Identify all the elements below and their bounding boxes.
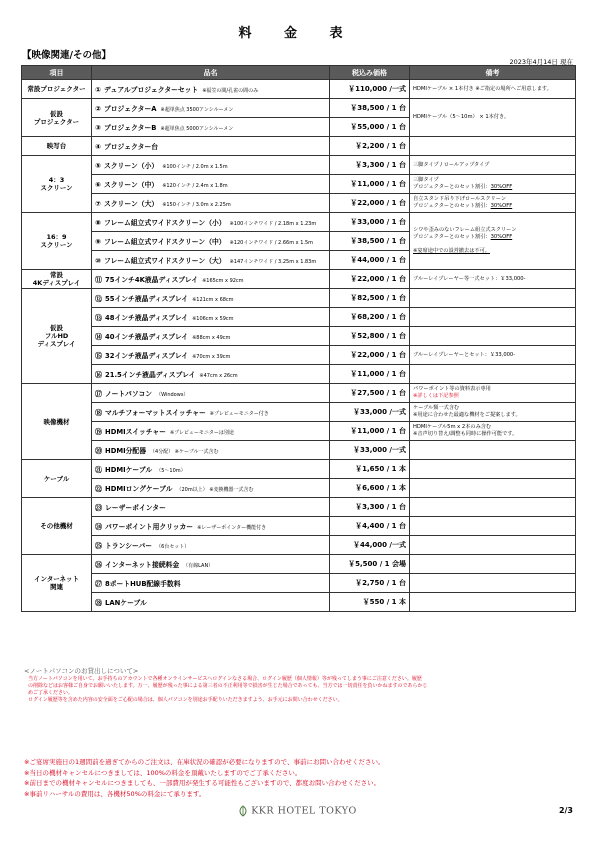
footer-notes <box>24 757 564 799</box>
item-price: ￥4,400 / 1 台 <box>330 517 410 536</box>
item-name: 8ポートHUB配線手数料 <box>105 580 181 588</box>
header-note: 備考 <box>410 66 576 80</box>
item-number: ㉘ <box>95 599 102 607</box>
table-row <box>22 460 576 479</box>
note-line: 自立スタンド吊り下げロールスクリーン <box>413 196 507 202</box>
table-row <box>22 194 576 213</box>
item-name: レーザーポインター <box>105 504 166 512</box>
note-line: ケーブル類一式含む <box>413 405 460 411</box>
item-price: ￥1,650 / 1 本 <box>330 460 410 479</box>
item-name: インターネット接続料金 <box>105 561 180 569</box>
table-row <box>22 99 576 118</box>
item-spec: （6台セット） <box>156 544 190 550</box>
note-line: 三脚タイプ / ロールアップタイプ <box>413 161 490 168</box>
header-name: 品名 <box>92 66 330 80</box>
item-spec: ※福笠の間/孔雀の間のみ <box>202 88 259 94</box>
item-spec: ※100インチ / 2.0m x 1.5m <box>162 164 228 170</box>
table-header-row <box>22 66 576 80</box>
notebook-note-line: めご了承ください。 <box>28 689 74 696</box>
note-line: 三脚タイプ <box>413 177 439 183</box>
note-line: プロジェクターとのセット割引：30%OFF <box>413 234 513 240</box>
item-name: HDMI分配器 <box>105 447 147 455</box>
item-number: ㉑ <box>95 466 102 474</box>
item-price: ￥33,000 / 1 台 <box>330 213 410 232</box>
notebook-note-line: ログイン履歴等を含めた内容の安全面をご心配の場合は、個人パソコンを別途お手配りいただきますよう、お手元にお問い合わせください。 <box>28 696 343 703</box>
note-line: HDMIケーブル5m x 2本のみ含む <box>413 424 492 430</box>
note-line <box>413 371 572 378</box>
note-line <box>413 580 572 587</box>
table-body <box>22 80 576 612</box>
notebook-notes <box>24 668 576 704</box>
note-line <box>413 542 572 549</box>
item-name: 40インチ液晶ディスプレイ <box>105 333 189 341</box>
item-number: ③ <box>95 124 101 132</box>
item-name-cell <box>92 175 330 194</box>
item-name: スクリーン（中） <box>103 181 159 189</box>
item-price: ￥82,500 / 1 台 <box>330 289 410 308</box>
notebook-note-line: の削除などはお客様ご自身でお願いいたします。万一、履歴が残った事による第三者の不正利用等で損害が生じた場合であっても、当方では一切責任を負いかねますのであらかじ <box>28 682 428 689</box>
item-note <box>410 460 576 479</box>
item-name-cell <box>92 118 330 137</box>
note-line <box>413 599 572 606</box>
item-price: ￥550 / 1 本 <box>330 593 410 612</box>
item-name-cell <box>92 308 330 327</box>
item-number: ㉕ <box>95 542 102 550</box>
item-name: マルチフォーマットスイッチャー <box>105 409 206 417</box>
item-price: ￥2,200 / 1 台 <box>330 137 410 156</box>
note-line: ブルーレイプレーヤー等一式セット：￥33,000- <box>413 275 526 282</box>
item-spec: ※70cm x 39cm <box>192 354 231 360</box>
price-table <box>21 65 576 612</box>
note-line <box>413 314 572 321</box>
item-name: フレーム組立式ワイドスクリーン（中） <box>103 238 226 246</box>
item-name-cell <box>92 574 330 593</box>
item-number: ⑱ <box>95 409 102 417</box>
item-spec: （5～10m） <box>156 468 186 474</box>
table-row <box>22 137 576 156</box>
table-row <box>22 346 576 365</box>
item-number: ㉖ <box>95 561 102 569</box>
item-name: HDMIケーブル <box>105 466 153 474</box>
item-name: プロジェクターB <box>103 124 157 132</box>
category-cell: 16：9 スクリーン <box>22 213 92 270</box>
item-name-cell <box>92 479 330 498</box>
item-name: スクリーン（大） <box>103 200 159 208</box>
item-name-cell <box>92 441 330 460</box>
item-spec: ※120インチワイド / 2.66m x 1.5m <box>229 240 314 246</box>
item-spec: ※106cm x 59cm <box>192 316 234 322</box>
note-line <box>413 561 572 568</box>
logo-text: KKR HOTEL TOKYO <box>251 805 357 817</box>
item-spec: ※100インチワイド / 2.18m x 1.23m <box>229 221 317 227</box>
item-spec: （20m以上） ※変換機器一式含む <box>176 487 254 493</box>
page-number: 2/3 <box>558 806 573 815</box>
item-name-cell <box>92 384 330 403</box>
item-name: プロジェクターA <box>103 105 157 113</box>
item-name: 48インチ液晶ディスプレイ <box>105 314 189 322</box>
item-note <box>410 156 576 175</box>
item-spec: ※プレビューモニターは別途 <box>169 430 234 436</box>
note-line <box>413 523 572 530</box>
item-name: HDMIスイッチャー <box>105 428 166 436</box>
note-line: プロジェクターとのセット割引：30%OFF <box>413 184 513 190</box>
footer-note: ※ご宴席実施日の1週間前を過ぎてからのご注文は、在庫状況の確認が必要になりますので、事前にお問い合わせください。 <box>24 758 385 766</box>
category-cell: ケーブル <box>22 460 92 498</box>
table-row <box>22 156 576 175</box>
item-name-cell <box>92 232 330 251</box>
item-price: ￥52,800 / 1 台 <box>330 327 410 346</box>
item-number: ⑯ <box>95 371 102 379</box>
item-number: ㉗ <box>95 580 102 588</box>
header-category: 項目 <box>22 66 92 80</box>
item-note <box>410 517 576 536</box>
note-line <box>413 447 572 454</box>
item-number: ⑰ <box>95 390 102 398</box>
item-number: ⑬ <box>95 314 102 322</box>
item-number: ① <box>95 86 101 94</box>
item-spec: ※47cm x 26cm <box>199 373 238 379</box>
item-name-cell <box>92 536 330 555</box>
item-spec: ※147インチワイド / 3.25m x 1.83m <box>229 259 317 265</box>
item-note <box>410 441 576 460</box>
item-name: プロジェクター台 <box>103 143 159 151</box>
table-row <box>22 175 576 194</box>
category-cell: 映写台 <box>22 137 92 156</box>
item-number: ⑥ <box>95 181 101 189</box>
item-spec: ※レーザーポインター機能付き <box>197 525 267 531</box>
item-price: ￥2,750 / 1 台 <box>330 574 410 593</box>
notebook-note-line: 当方ノートパソコンを用いて、お手持ちのアカウントで各種オンラインサービスへログインなさる場合、ログイン履歴（個人情報）等が残ってしまう事にご注意ください。履歴 <box>28 675 422 682</box>
item-spec: ※プレビューモニター付き <box>209 411 269 417</box>
item-name: パワーポイント用クリッカー <box>105 523 194 531</box>
item-price: ￥27,500 / 1 台 <box>330 384 410 403</box>
item-name-cell <box>92 365 330 384</box>
category-cell: 常設プロジェクター <box>22 80 92 99</box>
item-price: ￥55,000 / 1 台 <box>330 118 410 137</box>
table-row <box>22 498 576 517</box>
item-name: フレーム組立式ワイドスクリーン（大） <box>103 257 226 265</box>
item-price: ￥5,500 / 1 会場 <box>330 555 410 574</box>
table-row <box>22 574 576 593</box>
item-price: ￥38,500 / 1 台 <box>330 232 410 251</box>
item-name: LANケーブル <box>105 599 147 607</box>
item-note <box>410 574 576 593</box>
notebook-notes-body <box>24 676 576 704</box>
note-line: ※用途に合わせた最適な機材をご提案します。 <box>413 412 521 418</box>
item-note <box>410 498 576 517</box>
item-note <box>410 289 576 308</box>
item-note <box>410 327 576 346</box>
table-row <box>22 384 576 403</box>
table-row <box>22 365 576 384</box>
item-price: ￥110,000 /一式 <box>330 80 410 99</box>
item-name-cell <box>92 99 330 118</box>
item-note <box>410 593 576 612</box>
page-title: 料 金 表 <box>238 26 357 41</box>
category-cell: 4：3 スクリーン <box>22 156 92 213</box>
item-note <box>410 384 576 403</box>
category-cell: その他機材 <box>22 498 92 555</box>
header-price: 税込み価格 <box>330 66 410 80</box>
item-note <box>410 536 576 555</box>
item-price: ￥11,000 / 1 台 <box>330 365 410 384</box>
table-row <box>22 479 576 498</box>
item-price: ￥22,000 / 1 台 <box>330 346 410 365</box>
item-note <box>410 365 576 384</box>
leaf-logo-icon <box>238 805 248 817</box>
item-name: 32インチ液晶ディスプレイ <box>105 352 189 360</box>
table-row <box>22 213 576 232</box>
note-line: プロジェクターとのセット割引：30%OFF <box>413 203 513 209</box>
category-cell: 映像機材 <box>22 384 92 460</box>
table-row <box>22 441 576 460</box>
item-name-cell <box>92 327 330 346</box>
item-number: ⑪ <box>95 276 102 284</box>
footer-note: ※当日の機材キャンセルにつきましては、100%の料金を頂戴いたしますのでご了承ください。 <box>24 768 302 777</box>
category-cell: 仮設 プロジェクター <box>22 99 92 137</box>
item-number: ⑩ <box>95 257 101 265</box>
item-name-cell <box>92 80 330 99</box>
item-name: 75インチ4K液晶ディスプレイ <box>105 276 199 284</box>
item-note <box>410 137 576 156</box>
item-note <box>410 308 576 327</box>
item-note <box>410 99 576 137</box>
item-price: ￥33,000 /一式 <box>330 403 410 422</box>
item-name-cell <box>92 289 330 308</box>
item-number: ㉓ <box>95 504 102 512</box>
category-cell: 仮設 フルHD ディスプレイ <box>22 289 92 384</box>
item-number: ⑧ <box>95 219 101 227</box>
item-number: ④ <box>95 143 101 151</box>
item-note <box>410 422 576 441</box>
table-row <box>22 308 576 327</box>
item-spec: （Windows） <box>156 392 189 398</box>
item-price: ￥22,000 / 1 台 <box>330 194 410 213</box>
note-line <box>413 143 572 150</box>
category-cell: 常設 4Kディスプレイ <box>22 270 92 289</box>
item-spec: ※150インチ / 3.0m x 2.25m <box>162 202 231 208</box>
item-number: ⑤ <box>95 162 101 170</box>
item-number: ⑦ <box>95 200 101 208</box>
table-row <box>22 593 576 612</box>
note-line: HDMIケーブル × 1本付き ※ご指定の場所へご用意します。 <box>413 85 552 92</box>
item-note <box>410 479 576 498</box>
note-line <box>413 504 572 511</box>
item-name: 55インチ液晶ディスプレイ <box>105 295 189 303</box>
item-name-cell <box>92 460 330 479</box>
note-line: パワーポイント等の資料表示専用 <box>413 386 491 392</box>
table-row <box>22 403 576 422</box>
date-stamp: 2023年4月14日 現在 <box>509 58 573 66</box>
item-number: ⑮ <box>95 352 102 360</box>
item-price: ￥11,000 / 1 台 <box>330 422 410 441</box>
section-heading: 【映像関連/その他】 <box>22 50 111 61</box>
table-row <box>22 536 576 555</box>
item-name-cell <box>92 156 330 175</box>
item-name-cell <box>92 251 330 270</box>
table-row <box>22 80 576 99</box>
item-name-cell <box>92 403 330 422</box>
item-number: ⑭ <box>95 333 102 341</box>
item-number: ⑳ <box>95 447 102 455</box>
item-note <box>410 213 576 270</box>
item-spec: ※88cm x 49cm <box>192 335 231 341</box>
note-line <box>413 485 572 492</box>
item-name: HDMIロングケーブル <box>105 485 173 493</box>
item-number: ⑲ <box>95 428 102 436</box>
item-name-cell <box>92 213 330 232</box>
item-spec: ※165cm x 92cm <box>202 278 244 284</box>
hotel-logo <box>0 805 595 817</box>
table-row <box>22 270 576 289</box>
item-name-cell <box>92 555 330 574</box>
note-line <box>413 466 572 473</box>
item-price: ￥6,600 / 1 本 <box>330 479 410 498</box>
item-spec: ※超単焦点 5000アンシルーメン <box>160 126 234 132</box>
item-price: ￥3,300 / 1 台 <box>330 156 410 175</box>
item-name-cell <box>92 346 330 365</box>
item-number: ㉒ <box>95 485 102 493</box>
item-name: デュアルプロジェクターセット <box>103 86 199 94</box>
table-row <box>22 555 576 574</box>
item-price: ￥22,000 / 1 台 <box>330 270 410 289</box>
item-note <box>410 403 576 422</box>
item-name-cell <box>92 517 330 536</box>
item-name-cell <box>92 137 330 156</box>
table-row <box>22 327 576 346</box>
item-spec: ※超単焦点 3500アンシルーメン <box>160 107 234 113</box>
item-spec: （4分配） ※ケーブル一式含む <box>150 449 219 455</box>
item-note <box>410 80 576 99</box>
note-line: ※宴席途中での設営撤去は不可。 <box>413 248 490 254</box>
item-number: ⑫ <box>95 295 102 303</box>
table-row <box>22 289 576 308</box>
item-note <box>410 270 576 289</box>
item-name: 21.5インチ液晶ディスプレイ <box>105 371 196 379</box>
item-name-cell <box>92 498 330 517</box>
item-name-cell <box>92 593 330 612</box>
note-line: HDMIケーブル（5～10m） × 1本付き。 <box>413 114 510 120</box>
item-name-cell <box>92 270 330 289</box>
item-note <box>410 346 576 365</box>
item-spec: （有線LAN） <box>183 563 214 569</box>
notebook-notes-title: <ノートパソコンのお貸出しについて> <box>24 667 139 675</box>
footer-note: ※前日までの機材キャンセルにつきましても、一部費用が発生する可能性もございますので、都度お問い合わせください。 <box>24 779 381 787</box>
note-line: ブルーレイプレーヤーとセット：￥33,000- <box>413 351 516 358</box>
item-price: ￥33,000 /一式 <box>330 441 410 460</box>
item-price: ￥3,300 / 1 台 <box>330 498 410 517</box>
note-line <box>413 241 572 248</box>
table-row <box>22 517 576 536</box>
footer-note: ※事前リハーサルの費用は、各機材50%の料金にて承ります。 <box>24 789 206 798</box>
note-line: ※音声切り替え/調整も同時に操作可能です。 <box>413 431 518 437</box>
item-price: ￥38,500 / 1 台 <box>330 99 410 118</box>
item-number: ㉔ <box>95 523 102 531</box>
item-name: トランシーバー <box>105 542 153 550</box>
item-note <box>410 175 576 194</box>
item-name: フレーム組立式ワイドスクリーン（小） <box>103 219 226 227</box>
item-name-cell <box>92 194 330 213</box>
item-name: ノートパソコン <box>105 390 153 398</box>
item-name: スクリーン（小） <box>103 162 159 170</box>
item-price: ￥44,000 /一式 <box>330 536 410 555</box>
note-line <box>413 295 572 302</box>
item-spec: ※121cm x 68cm <box>192 297 234 303</box>
note-line: ※詳しくは下記参照 <box>413 393 459 399</box>
item-price: ￥44,000 / 1 台 <box>330 251 410 270</box>
item-spec: ※120インチ / 2.4m x 1.8m <box>162 183 228 189</box>
item-note <box>410 555 576 574</box>
item-name-cell <box>92 422 330 441</box>
note-line: シワや歪みのないフレーム組立式スクリーン <box>413 227 517 233</box>
category-cell: インターネット 関連 <box>22 555 92 612</box>
item-number: ⑨ <box>95 238 101 246</box>
item-note <box>410 194 576 213</box>
item-price: ￥11,000 / 1 台 <box>330 175 410 194</box>
item-price: ￥68,200 / 1 台 <box>330 308 410 327</box>
item-number: ② <box>95 105 101 113</box>
table-row <box>22 422 576 441</box>
note-line <box>413 333 572 340</box>
